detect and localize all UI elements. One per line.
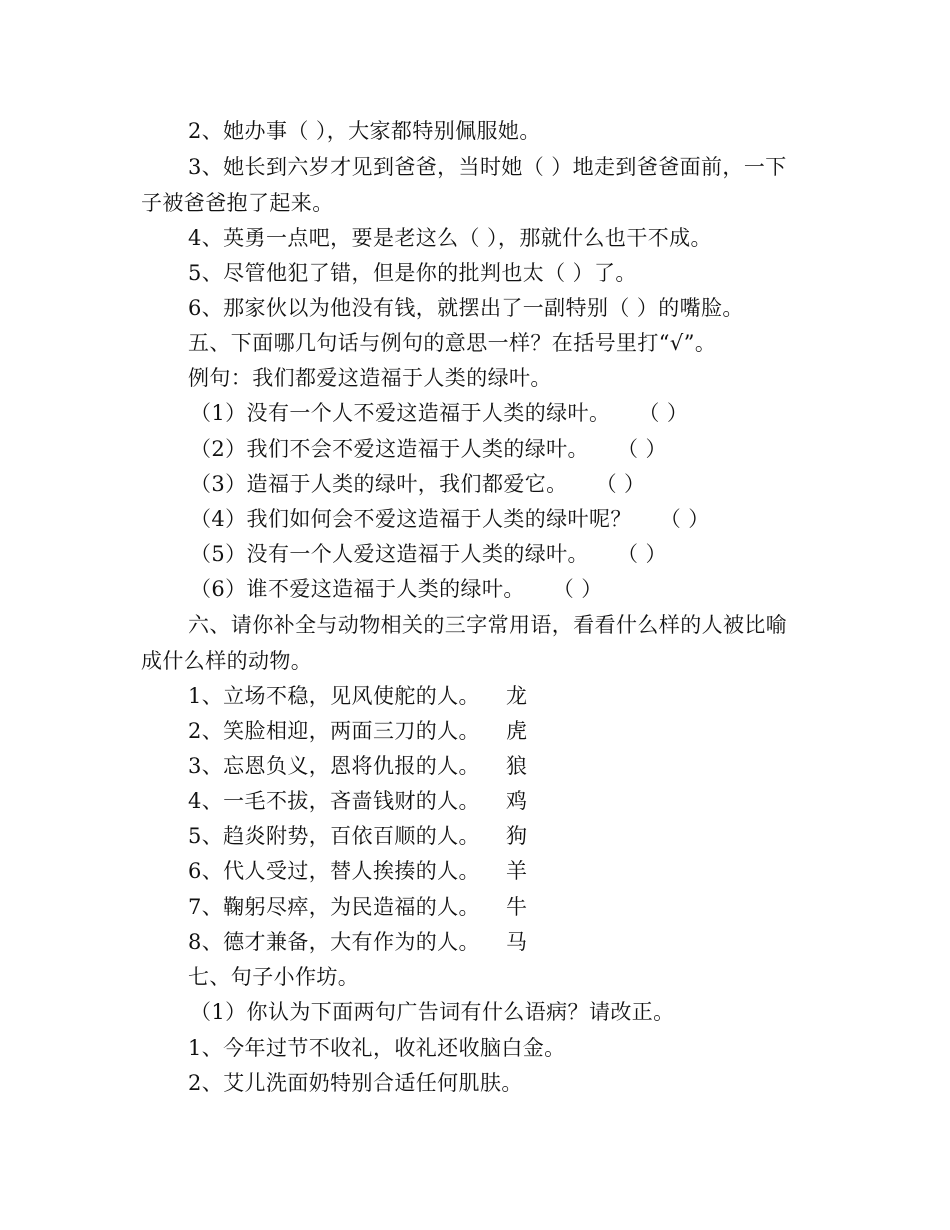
animal-word: 鸡 (505, 789, 528, 813)
animal-word: 羊 (505, 859, 528, 883)
idiom-description: 8、德才兼备，大有作为的人。 (188, 930, 480, 954)
option-text: （2）我们不会不爱这造福于人类的绿叶。 (190, 437, 589, 461)
section-title: 五、下面哪几句话与例句的意思一样？在括号里打“√”。 (188, 331, 717, 355)
option-line (190, 470, 645, 498)
answer-blank: （ ） (595, 472, 646, 496)
option-line (190, 435, 667, 463)
idiom-description: 4、一毛不拔，吝啬钱财的人。 (188, 789, 480, 813)
idiom-item (188, 928, 527, 956)
section-title-continuation: 成什么样的动物。 (141, 649, 313, 673)
option-line (190, 399, 688, 427)
animal-word: 虎 (505, 719, 528, 743)
answer-blank: （ ） (638, 401, 689, 425)
animal-word: 牛 (505, 895, 528, 919)
animal-word: 马 (505, 930, 528, 954)
option-text: （6）谁不爱这造福于人类的绿叶。 (190, 577, 525, 601)
option-line (190, 540, 667, 568)
animal-word: 狼 (505, 754, 528, 778)
question-line: 3、她长到六岁才见到爸爸，当时她（ ）地走到爸爸面前，一下 (188, 155, 787, 179)
question-line-continuation: 子被爸爸抱了起来。 (141, 191, 334, 215)
idiom-item (188, 822, 527, 850)
idiom-description: 6、代人受过，替人挨揍的人。 (188, 859, 480, 883)
answer-blank: （ ） (659, 507, 710, 531)
idiom-description: 7、鞠躬尽瘁，为民造福的人。 (188, 895, 480, 919)
section-title: 七、句子小作坊。 (188, 965, 360, 989)
animal-word: 龙 (505, 684, 528, 708)
answer-blank: （ ） (616, 437, 667, 461)
answer-blank: （ ） (616, 542, 667, 566)
example-sentence: 例句：我们都爱这造福于人类的绿叶。 (188, 366, 552, 390)
option-text: （1）没有一个人不爱这造福于人类的绿叶。 (190, 401, 611, 425)
section-title: 六、请你补全与动物相关的三字常用语，看看什么样的人被比喻 (188, 613, 788, 637)
idiom-description: 2、笑脸相迎，两面三刀的人。 (188, 719, 480, 743)
ad-sentence: 2、艾儿洗面奶特别合适任何肌肤。 (188, 1071, 523, 1095)
option-text: （5）没有一个人爱这造福于人类的绿叶。 (190, 542, 589, 566)
question-line: 2、她办事（ ），大家都特别佩服她。 (188, 119, 541, 143)
option-text: （3）造福于人类的绿叶，我们都爱它。 (190, 472, 568, 496)
option-text: （4）我们如何会不爱这造福于人类的绿叶呢？ (190, 507, 632, 531)
question-line: 6、那家伙以为他没有钱，就摆出了一副特别（ ）的嘴脸。 (188, 296, 744, 320)
answer-blank: （ ） (552, 577, 603, 601)
question-line: 5、尽管他犯了错，但是你的批判也太（ ）了。 (188, 261, 637, 285)
sub-question: （1）你认为下面两句广告词有什么语病？请改正。 (190, 1000, 675, 1024)
animal-word: 狗 (505, 824, 528, 848)
idiom-item (188, 752, 527, 780)
option-line (190, 575, 603, 603)
option-line (190, 505, 710, 533)
idiom-description: 5、趋炎附势，百依百顺的人。 (188, 824, 480, 848)
idiom-item (188, 682, 527, 710)
ad-sentence: 1、今年过节不收礼，收礼还收脑白金。 (188, 1036, 566, 1060)
idiom-item (188, 857, 527, 885)
idiom-item (188, 893, 527, 921)
idiom-description: 3、忘恩负义，恩将仇报的人。 (188, 754, 480, 778)
idiom-item (188, 787, 527, 815)
idiom-item (188, 717, 527, 745)
question-line: 4、英勇一点吧，要是老这么（ ），那就什么也干不成。 (188, 226, 712, 250)
idiom-description: 1、立场不稳，见风使舵的人。 (188, 684, 480, 708)
